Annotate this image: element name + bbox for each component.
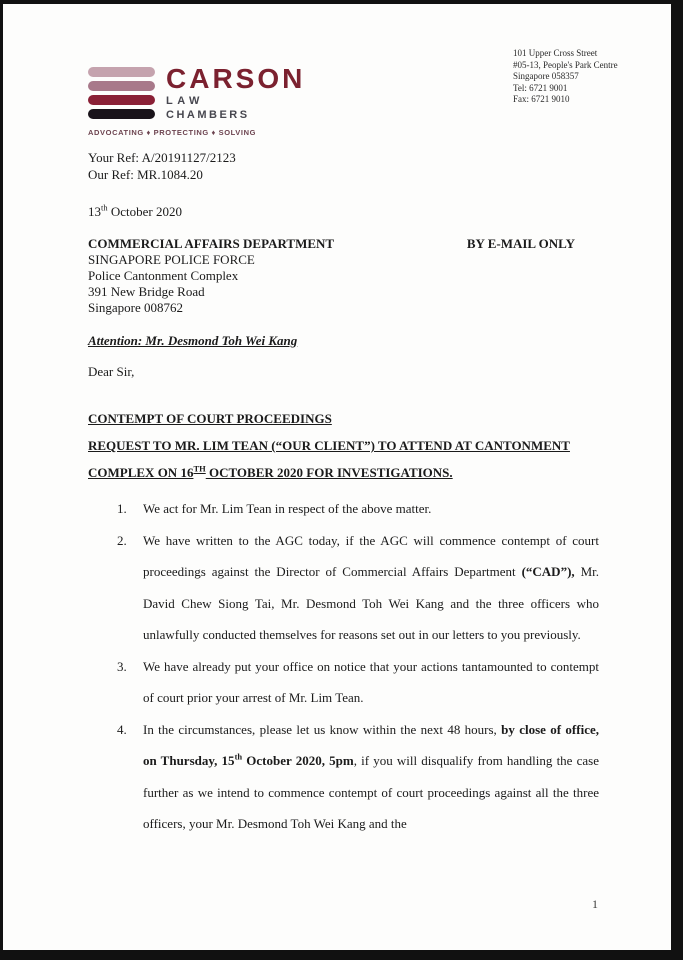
recipient-block [88, 236, 599, 316]
subject-line-3: COMPLEX ON 16TH OCTOBER 2020 FOR INVESTIGATIONS. [88, 463, 453, 480]
paragraph-4 [88, 714, 599, 840]
paragraph-number: 1. [117, 501, 127, 516]
paragraph-text: We have written to the AGC today, if the AGC will commence contempt of court proceedings against the Director of Commercial Affairs Department [143, 532, 599, 579]
paragraph-3 [88, 651, 599, 714]
recipient-line: Singapore 008762 [88, 300, 183, 315]
logo-bar-1 [88, 67, 155, 77]
paragraph-text: Mr. David Chew Siong Tai, Mr. Desmond Toh Wei Kang and the three officers who unlawfully conducted themselves for reasons set out in our letters to you previously. [143, 564, 600, 642]
firm-tagline: ADVOCATING ♦ PROTECTING ♦ SOLVING [88, 128, 257, 137]
address-line: 101 Upper Cross Street [513, 48, 598, 58]
your-ref: Your Ref: A/20191127/2123 [88, 150, 236, 165]
address-line: #05-13, People's Park Centre [513, 59, 618, 70]
brand-sub-law: LAW [166, 95, 204, 107]
recipient-row [88, 236, 599, 252]
paragraph-text: , if you will disqualify from handling the case further as we intend to commence contempt of court proceedings against all the three officers, your Mr. Desmond Toh Wei Kang and the [143, 753, 599, 831]
paragraph-text: In the circumstances, please let us know within the next 48 hours, [143, 721, 502, 737]
address-line: Fax: 6721 9010 [513, 94, 570, 104]
paragraph-number: 3. [117, 658, 127, 674]
paragraph-number: 2. [117, 532, 127, 548]
paragraph-text: We act for Mr. Lim Tean in respect of the above matter. [143, 501, 432, 516]
salutation: Dear Sir, [88, 364, 135, 379]
recipient-department: COMMERCIAL AFFAIRS DEPARTMENT [88, 236, 335, 251]
logo-bar-2 [88, 81, 155, 91]
brand-name: CARSON [166, 63, 306, 94]
subject-line-2: REQUEST TO MR. LIM TEAN (“OUR CLIENT”) TO ATTEND AT CANTONMENT [88, 438, 570, 453]
recipient-line: SINGAPORE POLICE FORCE [88, 252, 255, 267]
letter-date: 13th October 2020 [88, 202, 182, 219]
logo-text [166, 64, 305, 121]
paragraph-text-bold: by close of office, on Thursday, 15 [143, 721, 599, 768]
firm-address-block [513, 48, 618, 106]
paragraph-text-bold-sup: th [234, 751, 243, 762]
paragraph-1 [88, 493, 599, 525]
document-page [3, 4, 671, 950]
recipient-line: Police Cantonment Complex [88, 268, 239, 283]
address-line: Singapore 058357 [513, 71, 579, 81]
paragraph-text-bold: (“CAD”), [521, 564, 575, 579]
attention-line: Attention: Mr. Desmond Toh Wei Kang [88, 333, 298, 348]
reference-block [88, 150, 599, 183]
page-number: 1 [592, 897, 598, 911]
logo-bar-4 [88, 109, 155, 119]
numbered-paragraphs [88, 493, 599, 840]
subject-heading [88, 405, 599, 486]
letter-body [88, 150, 599, 840]
brand-sub-chambers: CHAMBERS [166, 109, 250, 121]
recipient-line: 391 New Bridge Road [88, 284, 205, 299]
letterhead [88, 64, 305, 137]
paragraph-number: 4. [117, 721, 127, 737]
logo-bars-icon [88, 64, 155, 121]
carson-law-logo [88, 64, 305, 121]
address-line: Tel: 6721 9001 [513, 82, 568, 93]
subject-line-1: CONTEMPT OF COURT PROCEEDINGS [88, 411, 332, 426]
paragraph-text-bold: October 2020, 5pm [242, 753, 354, 768]
delivery-method: BY E-MAIL ONLY [466, 236, 575, 251]
logo-bar-3 [88, 95, 155, 105]
paragraph-text: We have already put your office on notice that your actions tantamounted to contempt of court prior your arrest of Mr. Lim Tean. [143, 658, 599, 705]
our-ref: Our Ref: MR.1084.20 [88, 166, 203, 182]
paragraph-2 [88, 525, 599, 651]
